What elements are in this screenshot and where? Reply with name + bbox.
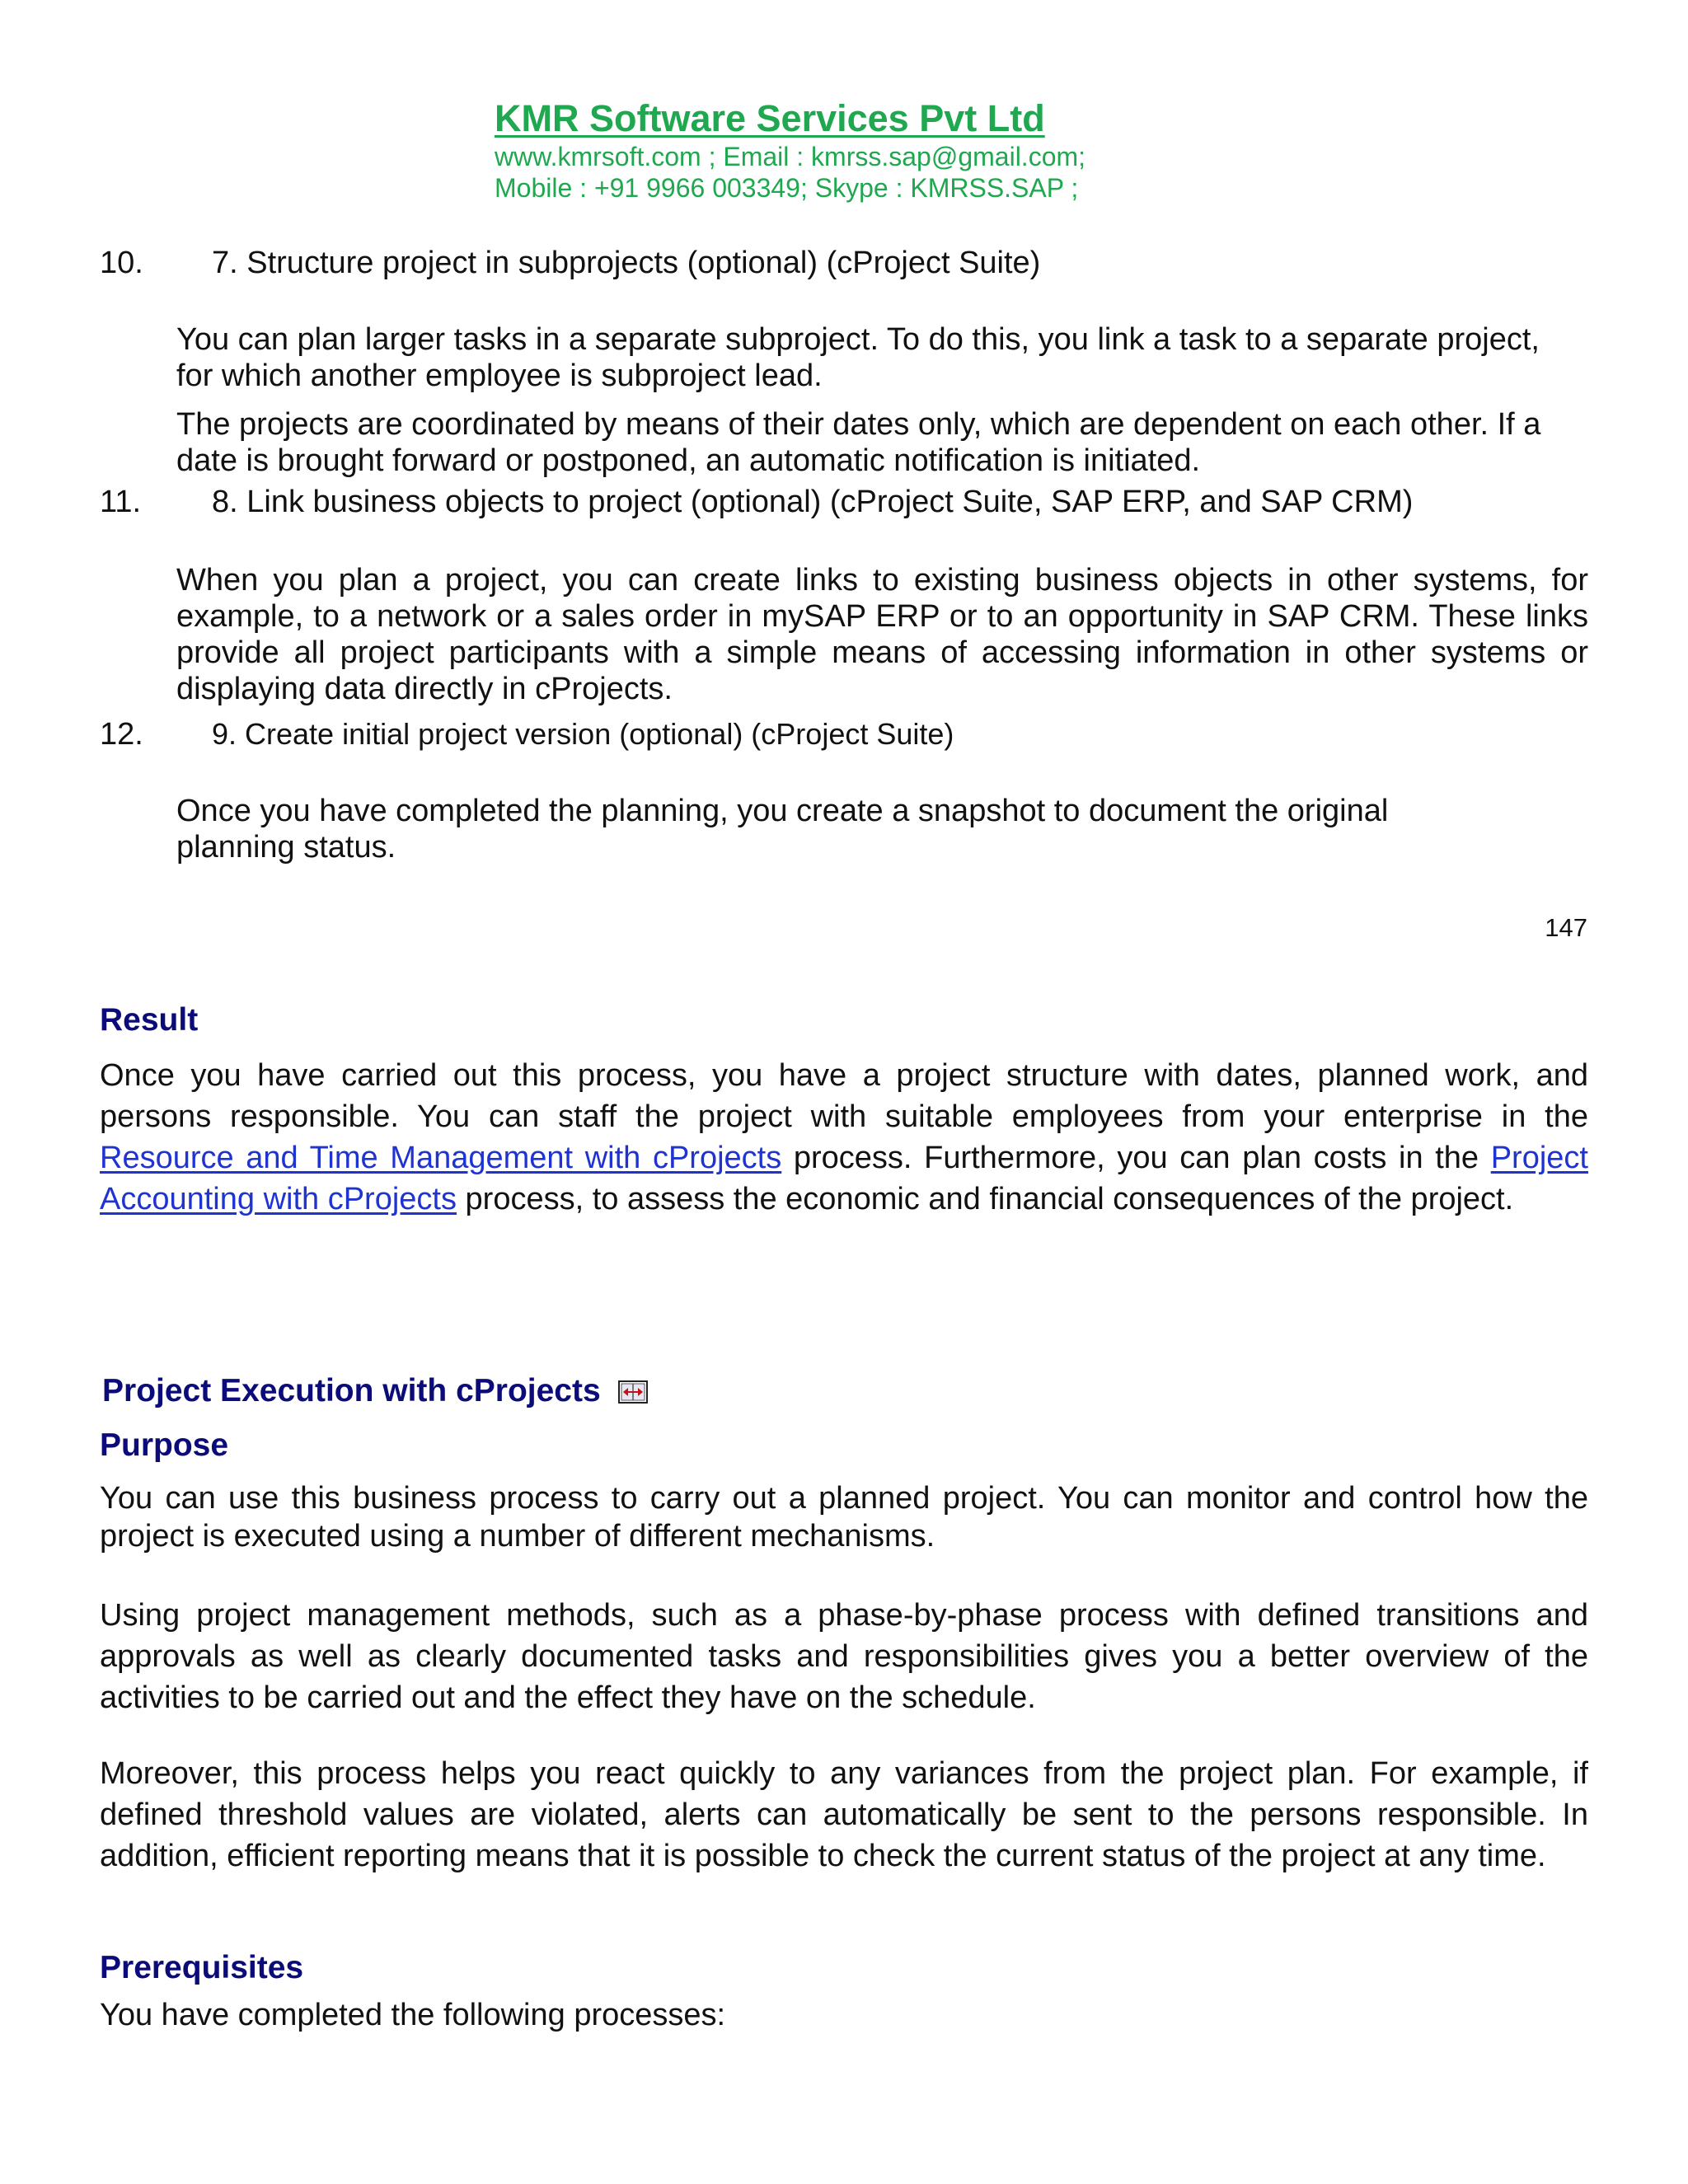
prerequisites-text: You have completed the following processes: xyxy=(100,1998,726,2032)
step-paragraph: Once you have completed the planning, you create a snapshot to document the original planning status. xyxy=(176,794,1389,865)
step-title: 8. Link business objects to project (optional) (cProject Suite, SAP ERP, and SAP CRM) xyxy=(212,485,1414,519)
page-number: 147 xyxy=(1545,913,1587,942)
step-paragraph: When you plan a project, you can create links to existing business objects in other systems, for example, to a network or a sales order in mySAP ERP or to an opportunity in SAP CRM. These links provide all project participants with a simple means of accessing information in other systems or displaying data directly in cProjects. xyxy=(176,563,1588,706)
result-paragraph xyxy=(100,1055,1588,1220)
step-number: 12. xyxy=(100,717,143,752)
step-title: 9. Create initial project version (optional) (cProject Suite) xyxy=(212,717,954,751)
purpose-paragraph: Moreover, this process helps you react quickly to any variances from the project plan. For example, if defined threshold values are violated, alerts can automatically be sent to the persons responsible. In addition, efficient reporting means that it is possible to check the current status of the project at any time. xyxy=(100,1756,1588,1873)
section-title xyxy=(102,1373,648,1409)
step-title: 7. Structure project in subprojects (optional) (cProject Suite) xyxy=(212,246,1041,280)
contact-line-web-email: www.kmrsoft.com ; Email : kmrss.sap@gmail.com; xyxy=(495,142,1086,171)
project-accounting-link[interactable]: Project Accounting with cProjects xyxy=(100,1141,1588,1216)
purpose-paragraph: Using project management methods, such as a phase-by-phase process with defined transitions and approvals as well as clearly documented tasks and responsibilities gives you a better overview of the activities to be carried out and the effect they have on the schedule. xyxy=(100,1598,1588,1715)
step-number: 11. xyxy=(100,485,142,519)
resource-time-management-link[interactable]: Resource and Time Management with cProjects xyxy=(100,1141,782,1175)
company-name: KMR Software Services Pvt Ltd xyxy=(495,97,1045,139)
prerequisites-heading: Prerequisites xyxy=(100,1950,304,1985)
result-heading: Result xyxy=(100,1002,199,1038)
section-title-text: Project Execution with cProjects xyxy=(102,1373,601,1408)
result-text: process. Furthermore, you can plan costs in the xyxy=(793,1141,1479,1175)
navigation-link-icon[interactable] xyxy=(618,1380,648,1404)
purpose-heading: Purpose xyxy=(100,1427,229,1463)
step-number: 10. xyxy=(100,246,143,280)
result-text: process, to assess the economic and financial consequences of the project. xyxy=(465,1182,1514,1216)
contact-line-phone-skype: Mobile : +91 9966 003349; Skype : KMRSS.SAP ; xyxy=(495,173,1079,203)
result-text: Once you have carried out this process, you have a project structure with dates, planned work, and persons responsible. You can staff the project with suitable employees from your enterprise in the xyxy=(100,1058,1588,1134)
step-paragraph: You can plan larger tasks in a separate subproject. To do this, you link a task to a separate project, for which another employee is subproject lead. xyxy=(176,322,1540,393)
step-paragraph: The projects are coordinated by means of their dates only, which are dependent on each other. If a date is brought forward or postponed, an automatic notification is initiated. xyxy=(176,407,1541,478)
purpose-paragraph: You can use this business process to carry out a planned project. You can monitor and control how the project is executed using a number of different mechanisms. xyxy=(100,1481,1588,1554)
